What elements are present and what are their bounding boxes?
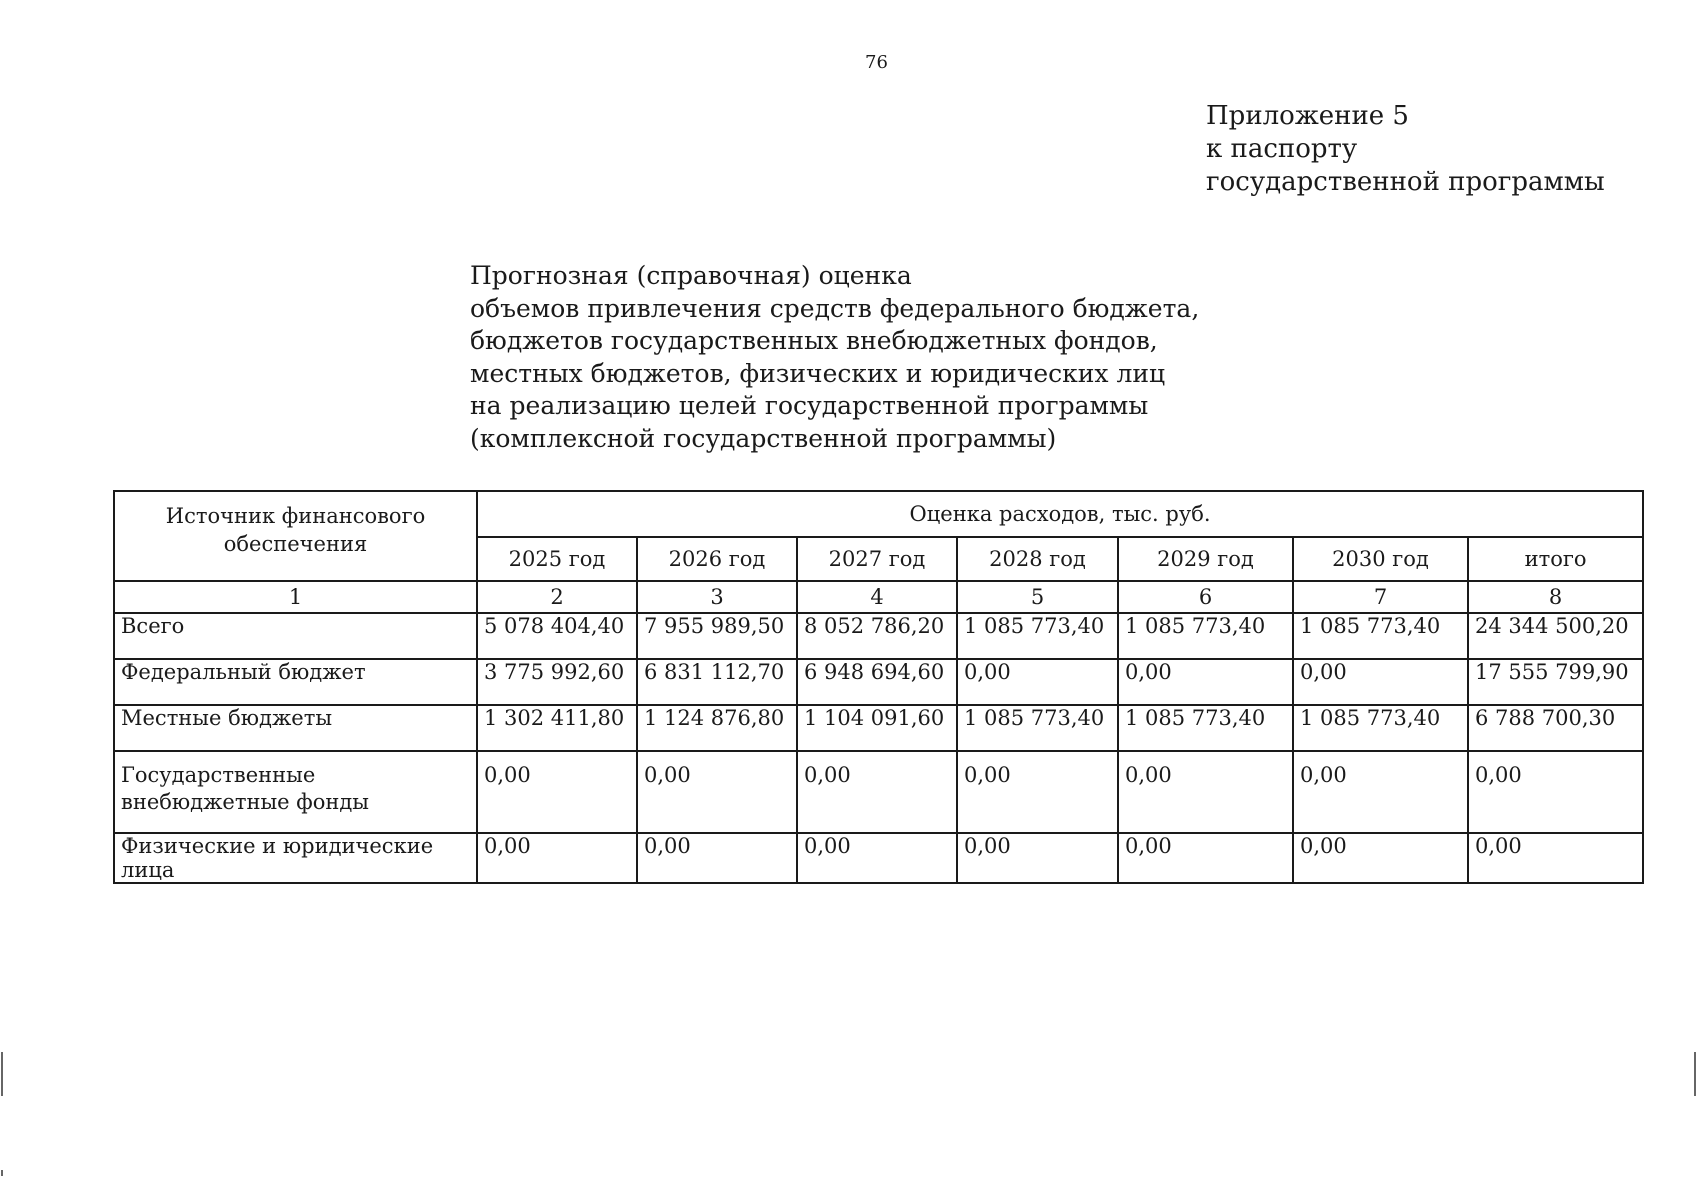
table-cell: 1 085 773,40 [1293,705,1468,751]
column-number: 7 [1293,581,1468,613]
total-header: итого [1468,537,1643,581]
document-title [470,260,1200,455]
annex-block [1206,100,1605,199]
table-cell: 0,00 [1118,833,1293,883]
table-cell: 0,00 [477,751,637,833]
year-header: 2030 год [1293,537,1468,581]
column-number: 3 [637,581,797,613]
table-row [114,659,1643,705]
scan-edge-mark [1,1170,3,1176]
table-cell: 0,00 [637,833,797,883]
column-number: 6 [1118,581,1293,613]
year-header: 2025 год [477,537,637,581]
title-line: местных бюджетов, физических и юридических лиц [470,358,1166,388]
scan-edge-mark [1,1052,3,1096]
title-line: Прогнозная (справочная) оценка [470,261,912,290]
column-number: 8 [1468,581,1643,613]
table-cell: 3 775 992,60 [477,659,637,705]
table-cell: 0,00 [1468,833,1643,883]
table-cell: 17 555 799,90 [1468,659,1643,705]
row-label: Всего [114,613,477,659]
column-number: 4 [797,581,957,613]
table-cell: 1 302 411,80 [477,705,637,751]
table-row [114,705,1643,751]
title-line: объемов привлечения средств федерального бюджета, [470,293,1200,323]
table-cell: 0,00 [1118,659,1293,705]
table-cell: 8 052 786,20 [797,613,957,659]
column-number-row [114,581,1643,613]
table-cell: 1 104 091,60 [797,705,957,751]
annex-line: Приложение 5 [1206,101,1409,131]
estimate-header: Оценка расходов, тыс. руб. [477,491,1643,537]
table-cell: 0,00 [1293,659,1468,705]
column-number: 5 [957,581,1118,613]
table-cell: 6 948 694,60 [797,659,957,705]
row-label: Местные бюджеты [114,705,477,751]
page-number: 76 [865,52,888,73]
title-line: (комплексной государственной программы) [470,423,1057,453]
table-cell: 0,00 [797,751,957,833]
table-cell: 0,00 [637,751,797,833]
scan-edge-mark [1694,1052,1696,1096]
table-cell: 1 085 773,40 [1118,613,1293,659]
table-cell: 0,00 [957,659,1118,705]
table-cell: 0,00 [1293,833,1468,883]
funding-table [113,490,1644,884]
title-line: на реализацию целей государственной программы [470,391,1149,420]
table-cell: 0,00 [1468,751,1643,833]
table-cell: 6 788 700,30 [1468,705,1643,751]
year-header: 2028 год [957,537,1118,581]
annex-line: государственной программы [1206,167,1605,197]
table-cell: 0,00 [957,833,1118,883]
source-header: Источник финансового обеспечения [114,491,477,581]
row-label: Государственные внебюджетные фонды [114,751,477,833]
year-header: 2026 год [637,537,797,581]
annex-line: к паспорту [1206,134,1358,164]
row-label: Федеральный бюджет [114,659,477,705]
table-cell: 1 085 773,40 [957,705,1118,751]
table-row [114,751,1643,833]
table-cell: 1 085 773,40 [1118,705,1293,751]
table-cell: 7 955 989,50 [637,613,797,659]
title-line: бюджетов государственных внебюджетных фондов, [470,326,1158,355]
table-row [114,613,1643,659]
year-header: 2029 год [1118,537,1293,581]
table-cell: 0,00 [957,751,1118,833]
table-row [114,833,1643,883]
table-cell: 0,00 [797,833,957,883]
table-cell: 1 085 773,40 [957,613,1118,659]
table-cell: 1 085 773,40 [1293,613,1468,659]
table-cell: 24 344 500,20 [1468,613,1643,659]
table-cell: 0,00 [1118,751,1293,833]
row-label: Физические и юридические лица [114,833,477,883]
table-cell: 5 078 404,40 [477,613,637,659]
column-number: 1 [114,581,477,613]
table-cell: 0,00 [1293,751,1468,833]
year-header: 2027 год [797,537,957,581]
table-cell: 0,00 [477,833,637,883]
table-cell: 6 831 112,70 [637,659,797,705]
column-number: 2 [477,581,637,613]
table-cell: 1 124 876,80 [637,705,797,751]
